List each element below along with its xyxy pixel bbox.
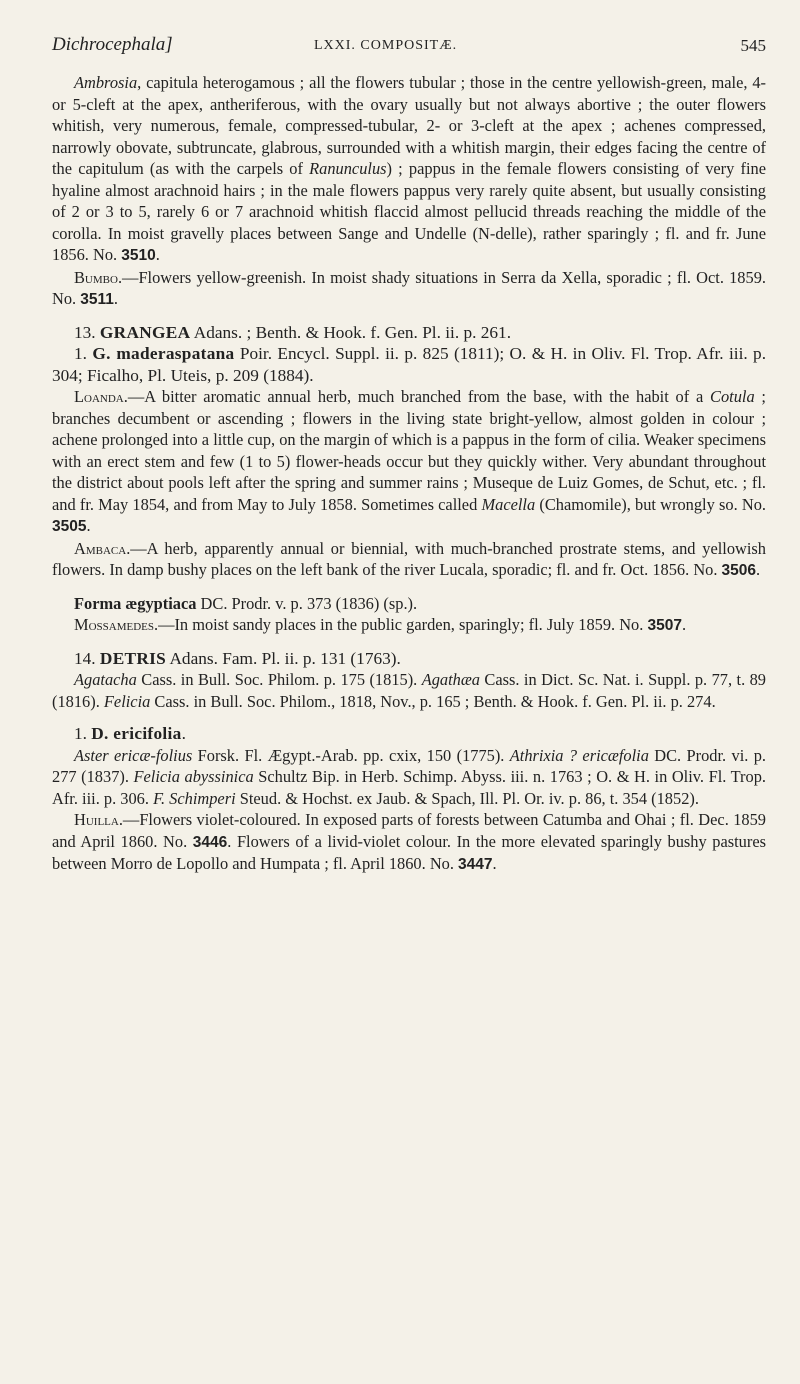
paragraph-detris-synonyms: Agatacha Cass. in Bull. Soc. Philom. p. 175 (1815). Agathæa Cass. in Dict. Sc. Nat. i. Suppl. p. 77, t. 89 (1816). Felicia Cass. in Bull. Soc. Philom., 1818, Nov., p. 165 ; Benth. & Hook. f. Gen. Pl. ii. p. 274. — [52, 670, 766, 711]
taxon-name: Ambrosia — [74, 73, 138, 92]
paragraph-ericifolia-synonyms: Aster ericæ-folius Forsk. Fl. Ægypt.-Arab. pp. cxix, 150 (1775). Athrixia ? ericæfolia DC. Prodr. vi. p. 277 (1837). Felicia abyssinica Schultz Bip. in Herb. Schimp. Abyss. iii. n. 1763 ; O. & H. in Oliv. Fl. Trop. Afr. iii. p. 306. F. Schimperi Steud. & Hochst. ex Jaub. & Spach, Ill. Pl. Or. iv. p. 86, t. 354 (1852). — [52, 745, 767, 808]
taxon-name: Ranunculus — [309, 159, 387, 178]
locality: Mossamedes — [74, 615, 154, 634]
paragraph-bumbo: Bumbo.—Flowers yellow-greenish. In moist shady situations in Serra da Xella, sporadic ; fl. Oct. 1859. No. 3511. — [52, 267, 766, 308]
forma-heading: Forma ægyptiaca DC. Prodr. v. p. 373 (1836) (sp.). — [74, 593, 418, 613]
specimen-number: 3510 — [121, 247, 156, 264]
paragraph-mossamedes: Mossamedes.—In moist sandy places in the public garden, sparingly; fl. July 1859. No. 3507. — [74, 615, 687, 634]
paragraph-ambaca: Ambaca.—A herb, apparently annual or biennial, with much-branched prostrate stems, and yellowish flowers. In damp bushy places on the left bank of the river Lucala, sporadic; fl. and fr. Oct. 1856. No. 3506. — [52, 538, 766, 579]
locality: Ambaca — [74, 538, 127, 558]
specimen-number: 3507 — [647, 617, 682, 634]
specimen-number: 3447 — [458, 856, 493, 873]
species-heading-grangea: 1. G. maderaspatana Poir. Encycl. Suppl. ii. p. 825 (1811); O. & H. in Oliv. Fl. Trop. Afr. iii. p. 304; Ficalho, Pl. Uteis, p. 209 (1884). — [52, 344, 767, 385]
forma-name: Forma ægyptiaca — [74, 593, 197, 613]
page-body — [52, 72, 766, 876]
specimen-number: 3446 — [192, 833, 228, 851]
genus-heading-grangea: 13. GRANGEA Adans. ; Benth. & Hook. f. Gen. Pl. ii. p. 261. — [74, 322, 512, 342]
taxon-name: Athrixia ? ericæfolia — [509, 745, 649, 765]
page-number: 545 — [740, 36, 766, 55]
specimen-number: 3505 — [52, 518, 87, 535]
genus-heading-detris: 14. DETRIS Adans. Fam. Pl. ii. p. 131 (1763). — [74, 648, 401, 668]
running-head-center: LXXI. COMPOSITÆ. — [314, 38, 458, 53]
locality: Huilla — [74, 810, 119, 829]
taxon-name: Felicia — [103, 691, 151, 711]
locality: Loanda — [74, 387, 124, 406]
paragraph-loanda: Loanda.—A bitter aromatic annual herb, much branched from the base, with the habit of a Cotula ; branches decumbent or ascending ; flowers in the living state bright-yellow, almost golden in colour ; achene prolonged into a little cup, on the margin of which is a pappus in the form of cilia. Weaker specimens with an erect stem and few (1 to 5) flower-heads occur but they quickly wither. Very abundant throughout the district about pools left after the spring and summer rains ; Museque de Luiz Gomes, de Schut, etc. ; fl. and fr. May 1854, and from May to July 1858. Sometimes called Macella (Chamomile), but wrongly so. No. 3505. — [52, 387, 766, 535]
species-heading-detris: 1. D. ericifolia. — [74, 724, 186, 743]
running-header — [52, 34, 766, 64]
locality: Bumbo — [74, 267, 118, 287]
genus-name: GRANGEA — [99, 322, 191, 342]
taxon-name: Aster ericæ-folius — [74, 745, 193, 765]
taxon-name: Agathæa — [421, 670, 480, 689]
specimen-number: 3511 — [80, 291, 114, 308]
taxon-name: Felicia abyssinica — [133, 767, 254, 786]
species-name: D. ericifolia — [91, 724, 182, 743]
taxon-name: Macella — [481, 494, 536, 514]
taxon-name: F. Schimperi — [153, 788, 236, 808]
paragraph-ambrosia: Ambrosia, capitula heterogamous ; all the flowers tubular ; those in the centre yellowish-green, male, 4- or 5-cleft at the apex, antheriferous, with the ovary usually but not always abortive ; the outer flowers whitish, very numerous, female, compressed-tubular, 2- or 3-cleft at the apex ; achenes compressed, narrowly obovate, subtruncate, glabrous, surrounded with a whitish margin, their edges facing the centre of the capitulum (as with the carpels of Ranunculus) ; pappus in the female flowers consisting of very fine hyaline almost arachnoid hairs ; in the male flowers pappus very rarely quite absent, but usually consisting of 2 or 3 to 5, rarely 6 or 7 arachnoid whitish flaccid almost pellucid threads reaching the middle of the corolla. In moist gravelly places between Sange and Undelle (N-delle), rather sparingly ; fl. and fr. June 1856. No. 3510. — [52, 73, 766, 264]
species-name: G. maderaspatana — [92, 344, 235, 363]
taxon-name: Cotula — [710, 387, 755, 406]
paragraph-huilla: Huilla.—Flowers violet-coloured. In exposed parts of forests between Catumba and Ohai ; fl. Dec. 1859 and April 1860. No. 3446. Flowers of a livid-violet colour. In the more elevated sparingly bushy pastures between Morro de Lopollo and Humpata ; fl. April 1860. No. 3447. — [52, 810, 766, 873]
taxon-name: Agatacha — [74, 670, 137, 689]
genus-name: DETRIS — [99, 648, 167, 668]
running-head-left: Dichrocephala] — [52, 34, 173, 55]
specimen-number: 3506 — [721, 562, 757, 579]
